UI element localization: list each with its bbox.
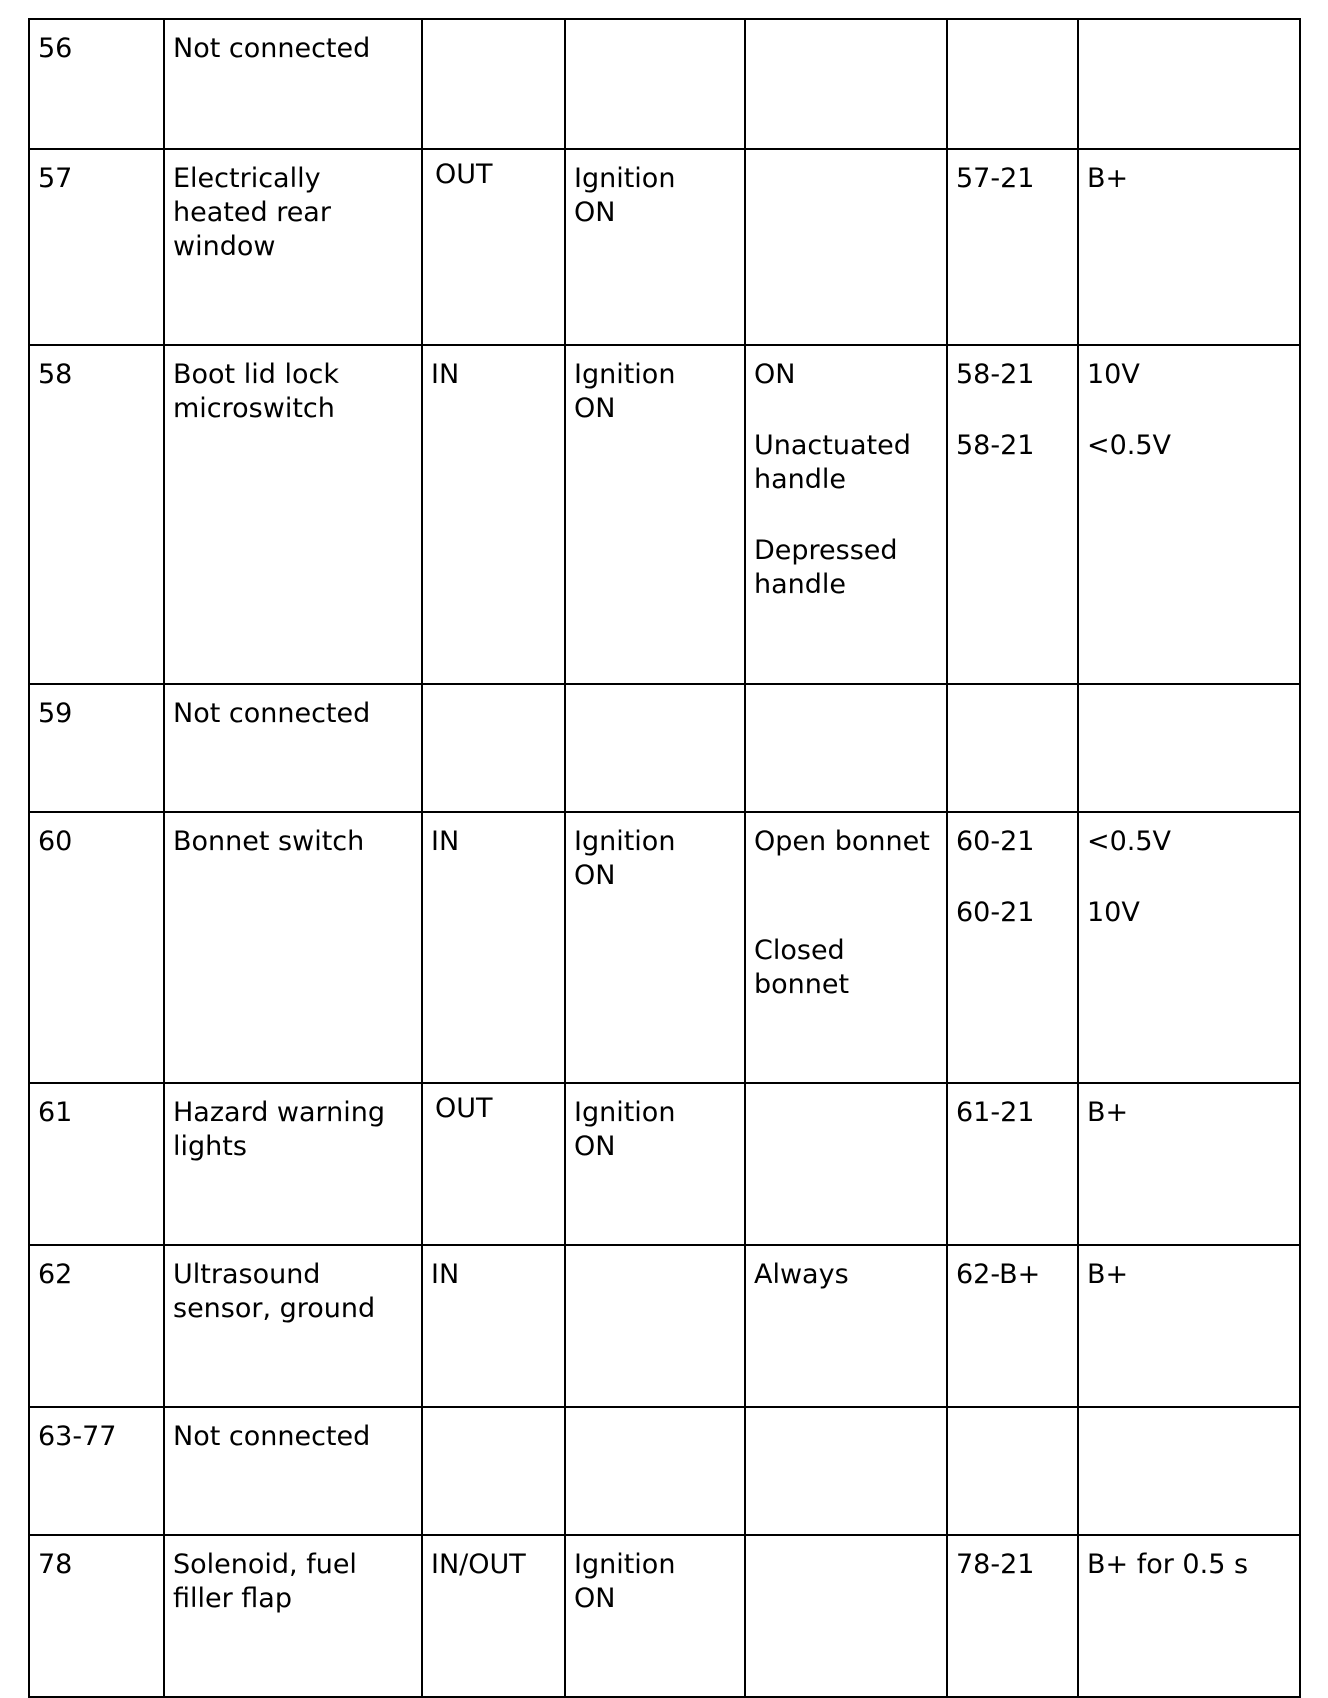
pin-cell: 57 bbox=[29, 149, 164, 345]
pin-cell: 58 bbox=[29, 345, 164, 684]
state-cell bbox=[745, 1407, 947, 1535]
condition-cell: Ignition ON bbox=[565, 1083, 745, 1245]
table-row bbox=[29, 1083, 1300, 1245]
value-cell bbox=[1078, 19, 1300, 149]
direction-cell bbox=[422, 1407, 565, 1535]
measure-cell: 57-21 bbox=[947, 149, 1078, 345]
state-cell: ON Unactuated handle Depressed handle bbox=[745, 345, 947, 684]
table-row bbox=[29, 1407, 1300, 1535]
table-row bbox=[29, 19, 1300, 149]
state-cell bbox=[745, 1083, 947, 1245]
condition-cell bbox=[565, 1407, 745, 1535]
function-cell: Not connected bbox=[164, 684, 422, 812]
pin-cell: 56 bbox=[29, 19, 164, 149]
condition-cell bbox=[565, 684, 745, 812]
function-cell: Ultrasound sensor, ground bbox=[164, 1245, 422, 1407]
state-cell: Open bonnet Closed bonnet bbox=[745, 812, 947, 1083]
pin-cell: 61 bbox=[29, 1083, 164, 1245]
table-row bbox=[29, 345, 1300, 684]
table-row bbox=[29, 684, 1300, 812]
pin-cell: 60 bbox=[29, 812, 164, 1083]
table-row bbox=[29, 1535, 1300, 1697]
function-cell: Electrically heated rear window bbox=[164, 149, 422, 345]
value-cell: <0.5V 10V bbox=[1078, 812, 1300, 1083]
function-cell: Hazard warning lights bbox=[164, 1083, 422, 1245]
measure-cell bbox=[947, 684, 1078, 812]
table-row bbox=[29, 149, 1300, 345]
state-cell bbox=[745, 1535, 947, 1697]
measure-cell: 61-21 bbox=[947, 1083, 1078, 1245]
value-cell: 10V <0.5V bbox=[1078, 345, 1300, 684]
function-cell: Bonnet switch bbox=[164, 812, 422, 1083]
value-cell: B+ for 0.5 s bbox=[1078, 1535, 1300, 1697]
condition-cell: Ignition ON bbox=[565, 345, 745, 684]
direction-cell: IN bbox=[422, 1245, 565, 1407]
value-cell: B+ bbox=[1078, 149, 1300, 345]
pin-cell: 62 bbox=[29, 1245, 164, 1407]
value-cell: B+ bbox=[1078, 1245, 1300, 1407]
measure-cell bbox=[947, 19, 1078, 149]
measure-cell: 78-21 bbox=[947, 1535, 1078, 1697]
direction-cell: IN bbox=[422, 345, 565, 684]
measure-cell: 60-21 60-21 bbox=[947, 812, 1078, 1083]
condition-cell: Ignition ON bbox=[565, 149, 745, 345]
pin-cell: 63-77 bbox=[29, 1407, 164, 1535]
table-row bbox=[29, 812, 1300, 1083]
measure-cell: 58-21 58-21 bbox=[947, 345, 1078, 684]
function-cell: Not connected bbox=[164, 1407, 422, 1535]
table-row bbox=[29, 1245, 1300, 1407]
condition-cell bbox=[565, 1245, 745, 1407]
measure-cell bbox=[947, 1407, 1078, 1535]
measure-cell: 62-B+ bbox=[947, 1245, 1078, 1407]
direction-cell: OUT bbox=[422, 149, 565, 345]
state-cell bbox=[745, 684, 947, 812]
condition-cell bbox=[565, 19, 745, 149]
function-cell: Solenoid, fuel filler flap bbox=[164, 1535, 422, 1697]
direction-cell: OUT bbox=[422, 1083, 565, 1245]
direction-cell bbox=[422, 684, 565, 812]
value-cell bbox=[1078, 684, 1300, 812]
value-cell bbox=[1078, 1407, 1300, 1535]
state-cell: Always bbox=[745, 1245, 947, 1407]
condition-cell: Ignition ON bbox=[565, 1535, 745, 1697]
pin-assignment-table bbox=[28, 18, 1301, 1698]
value-cell: B+ bbox=[1078, 1083, 1300, 1245]
function-cell: Not connected bbox=[164, 19, 422, 149]
state-cell bbox=[745, 149, 947, 345]
condition-cell: Ignition ON bbox=[565, 812, 745, 1083]
pin-cell: 78 bbox=[29, 1535, 164, 1697]
function-cell: Boot lid lock microswitch bbox=[164, 345, 422, 684]
state-cell bbox=[745, 19, 947, 149]
pin-cell: 59 bbox=[29, 684, 164, 812]
direction-cell: IN bbox=[422, 812, 565, 1083]
direction-cell bbox=[422, 19, 565, 149]
direction-cell: IN/OUT bbox=[422, 1535, 565, 1697]
